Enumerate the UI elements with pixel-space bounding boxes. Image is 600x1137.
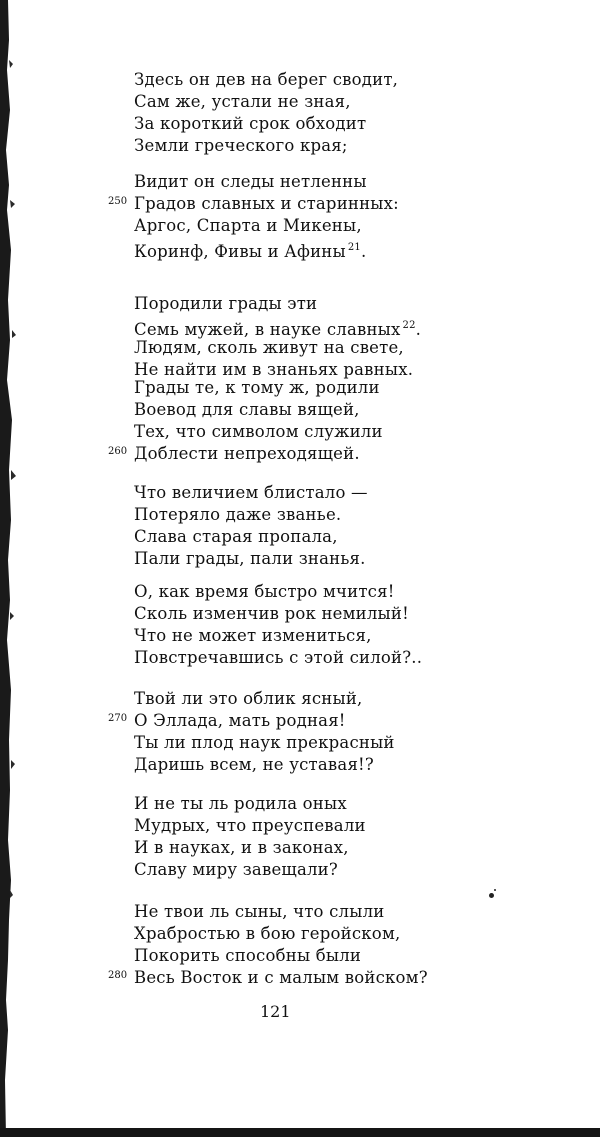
poem-line — [134, 444, 360, 464]
poem-line — [134, 924, 400, 944]
poem-line — [134, 316, 421, 340]
poem-line — [134, 838, 349, 858]
poem-line — [134, 294, 317, 314]
ink-speck — [489, 893, 494, 898]
poem-line-text: Аргос, Спарта и Микены, — [134, 216, 362, 235]
poem-line-text: Весь Восток и с малым войском? — [134, 968, 428, 987]
poem-line — [134, 238, 366, 262]
poem-line-text: Грады те, к тому ж, родили — [134, 378, 380, 397]
poem-line — [134, 794, 347, 814]
poem-line-text: Что величием блистало — — [134, 483, 368, 502]
line-number-marker: 260 — [108, 446, 128, 457]
poem-line — [134, 733, 395, 753]
poem-line — [134, 505, 341, 525]
poem-line — [134, 626, 372, 646]
poem-line-text: Слава старая пропала, — [134, 527, 338, 546]
poem-line — [134, 70, 398, 90]
poem-line — [134, 648, 422, 668]
poem-line-text: Пали грады, пали знанья. — [134, 549, 366, 568]
bottom-scan-border — [0, 1128, 600, 1137]
poem-line — [134, 360, 413, 380]
poem-line — [134, 92, 351, 112]
poem-line-text: Мудрых, что преуспевали — [134, 816, 366, 835]
poem-line — [134, 338, 404, 358]
poem-line — [134, 755, 374, 775]
poem-line — [134, 216, 362, 236]
poem-line — [134, 689, 362, 709]
poem-line-text: Видит он следы нетленны — [134, 172, 367, 191]
poem-line — [134, 194, 399, 214]
poem-line — [134, 422, 383, 442]
poem-line — [134, 114, 366, 134]
poem-line-text: И не ты ль родила оных — [134, 794, 347, 813]
line-number-marker: 270 — [108, 713, 128, 724]
poem-line-text: Тех, что символом служили — [134, 422, 383, 441]
poem-line-text: Здесь он дев на берег сводит, — [134, 70, 399, 89]
poem-line-text: О, как время быстро мчится! — [134, 582, 395, 601]
poem-line — [134, 902, 384, 922]
line-number-marker: 280 — [108, 970, 128, 981]
poem-line-text: Храбростью в бою геройском, — [134, 924, 401, 943]
poem-line-text: Не найти им в знаньях равных. — [134, 360, 414, 379]
ink-speck — [494, 889, 496, 891]
poem-line — [134, 582, 395, 602]
poem-line — [134, 172, 367, 192]
poem-line-text: Градов славных и старинных: — [134, 194, 399, 213]
poem-line — [134, 483, 368, 503]
poem-line — [134, 816, 366, 836]
poem-line — [134, 549, 366, 569]
poem-line-text: Воевод для славы вящей, — [134, 400, 360, 419]
poem-line-text: Земли греческого края; — [134, 136, 348, 155]
poem-line-punctuation: . — [360, 242, 367, 261]
poem-line — [134, 946, 361, 966]
poem-line-text: Славу миру завещали? — [134, 860, 338, 879]
page-number: 121 — [260, 1002, 291, 1021]
poem-line-text: Ты ли плод наук прекрасный — [134, 733, 395, 752]
poem-line — [134, 968, 428, 988]
poem-line-text: Сам же, устали не зная, — [134, 92, 351, 111]
poem-line-text: И в науках, и в законах, — [134, 838, 349, 857]
footnote-reference: 22 — [402, 320, 416, 331]
poem-line — [134, 400, 360, 420]
poem-line-text: Твой ли это облик ясный, — [134, 689, 363, 708]
poem-line — [134, 604, 409, 624]
poem-line — [134, 860, 338, 880]
footnote-reference: 21 — [347, 242, 361, 253]
poem-line — [134, 136, 348, 156]
poem-line-text: Коринф, Фивы и Афины — [134, 242, 346, 261]
poem-line-text: Породили грады эти — [134, 294, 318, 313]
poem-line-text: О Эллада, мать родная! — [134, 711, 346, 730]
line-number-marker: 250 — [108, 196, 128, 207]
poem-line-text: Потеряло даже званье. — [134, 505, 342, 524]
poem-line-text: Сколь изменчив рок немилый! — [134, 604, 409, 623]
poem-line-punctuation: . — [415, 320, 422, 339]
poem-line-text: Доблести непреходящей. — [134, 444, 360, 463]
poem-line-text: Даришь всем, не уставая!? — [134, 755, 374, 774]
poem-line-text: Что не может измениться, — [134, 626, 372, 645]
poem-line-text: Покорить способны были — [134, 946, 362, 965]
poem-line — [134, 527, 338, 547]
poem-line — [134, 378, 380, 398]
poem-line-text: Повстречавшись с этой силой?.. — [134, 648, 423, 667]
poem-line-text: Людям, сколь живут на свете, — [134, 338, 404, 357]
poem-line-text: За короткий срок обходит — [134, 114, 367, 133]
poem-line-text: Не твои ль сыны, что слыли — [134, 902, 385, 921]
poem-line — [134, 711, 346, 731]
poem-line-text: Семь мужей, в науке славных — [134, 320, 401, 339]
